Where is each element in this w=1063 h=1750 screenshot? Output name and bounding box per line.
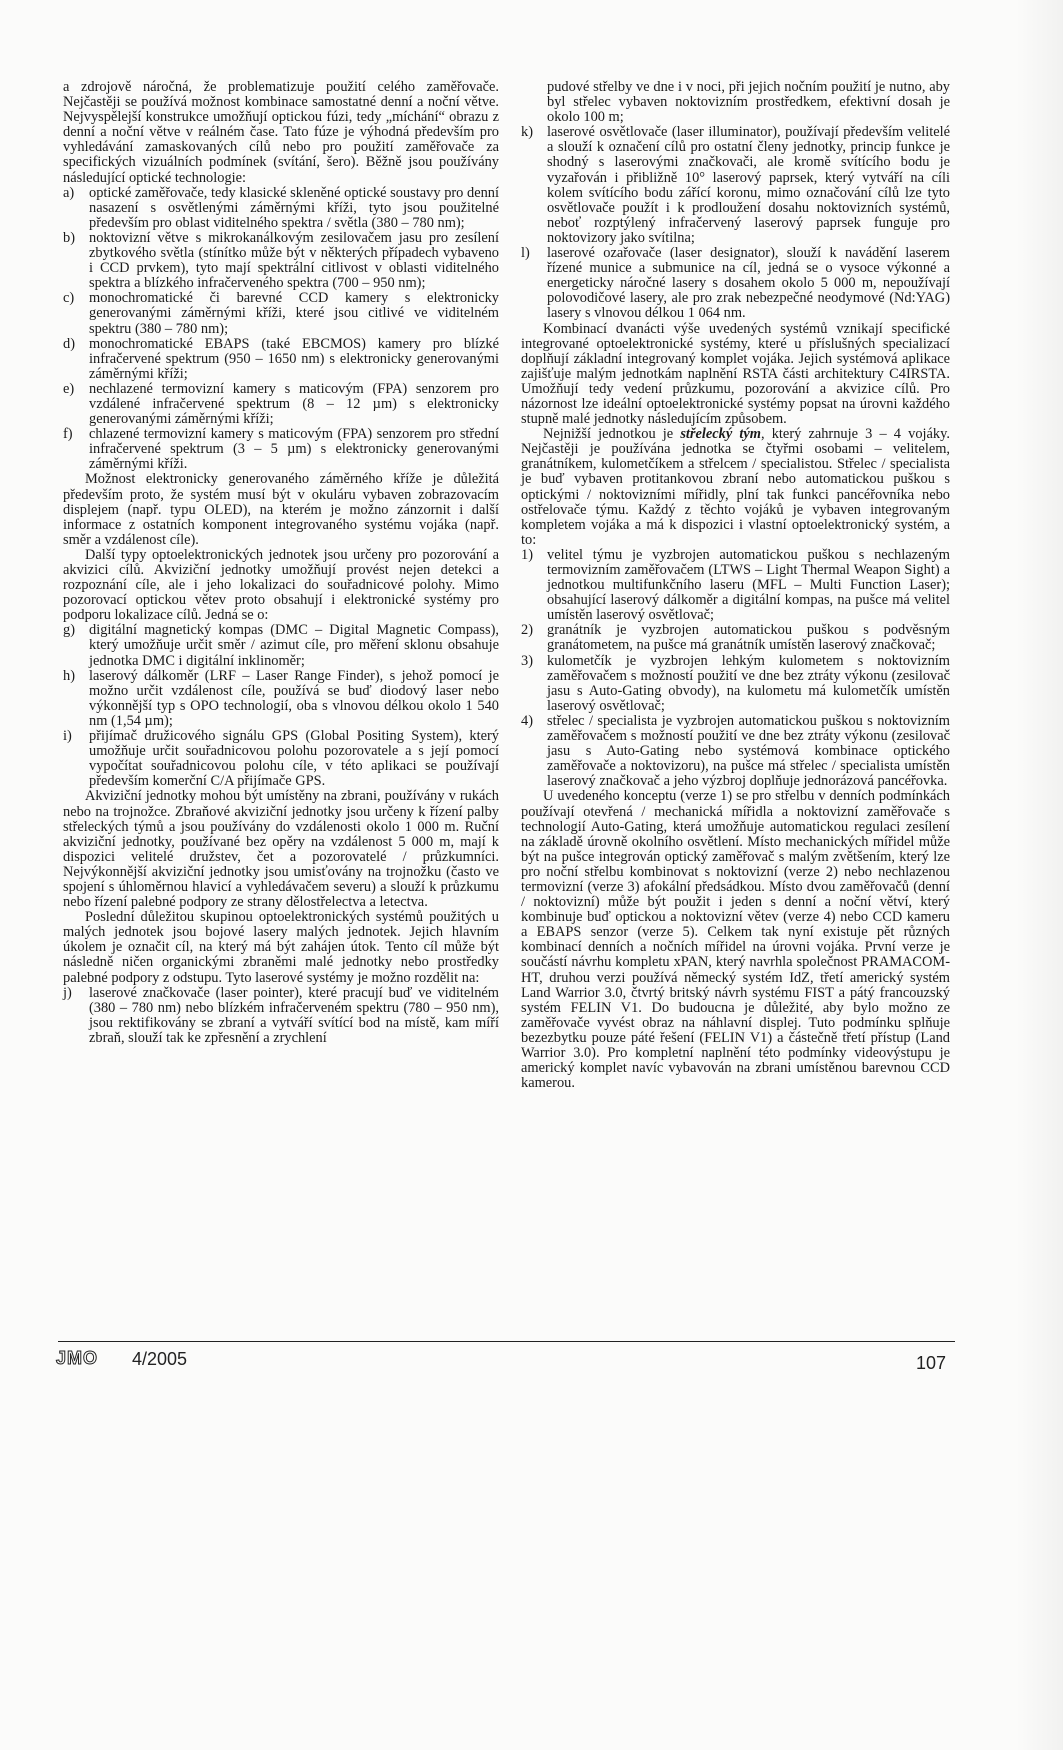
list-item bbox=[63, 986, 499, 1046]
list-item bbox=[521, 548, 950, 623]
list-item bbox=[63, 623, 499, 668]
paragraph-combat-lasers: Poslední důležitou skupinou optoelektronických systémů použitých u malých jednotek jsou bojové lasery malých jednotek. Jejich hlavním úkolem je označit cíl, na který má být zahájen útok. Tento cíl může být následně ničen organickými zbraněmi malé jednotky nebo prostředky palebné podpory z odstupu. Tyto laserové systémy je možno rozdělit na: bbox=[63, 909, 499, 986]
list-item bbox=[521, 623, 950, 653]
laser-systems-list bbox=[63, 986, 499, 1046]
list-item bbox=[63, 231, 499, 291]
list-marker: 3) bbox=[521, 652, 533, 669]
list-marker: e) bbox=[63, 380, 75, 397]
list-marker: 2) bbox=[521, 622, 533, 639]
list-item bbox=[521, 246, 950, 321]
paragraph-combination: Kombinací dvanácti výše uvedených systémů vznikají specifické integrované optoelektronické systémy, které u příslušných specializací doplňují základní integrovaný komplet vojáka. Jejich systémová aplikace zajišťuje malým jednotkám naplnění RSTA části architektury C4IRSTA. Umožňují tedy vedení průzkumu, pozorování a akvizice cílů. Pro názornost lze ideální optoelektronické systémy popsat na úrovni každého stupně malé jednotky následujícím způsobem. bbox=[521, 320, 950, 428]
optical-technologies-list bbox=[63, 186, 499, 473]
list-item bbox=[63, 729, 499, 789]
list-item bbox=[63, 291, 499, 336]
paragraph-mounting: Akviziční jednotky mohou být umístěny na zbrani, používány v rukách nebo na trojnožce. Zbraňové akviziční jednotky jsou určeny k řízení palby střeleckých týmů a jsou používány do vzdálenosti okolo 1 000 m. Ruční akviziční jednotky, používané bez opěry na vzdálenost 5 000 m, mají k dispozici velitelé družstev, čet a pozorovatelé / průzkumníci. Nejvýkonnější akviziční jednotky jsou umisťovány na trojnožku (často ve spojení s úhloměrnou hlavicí a vyhledávačem severu) a slouží k průzkumu nebo řízení palebné podpory ze strany dělostřelectva a letectva. bbox=[63, 788, 499, 911]
list-marker: k) bbox=[521, 124, 533, 141]
list-item-text: střelec / specialista je vyzbrojen automatickou puškou s noktovizním zaměřovačem s možností použití ve dne bez ztráty výkonu (zesilovač jasu s Auto-Gating nebo systémová kombinace optického zaměřovače a noktovizoru), na pušce má střelec / specialista umístěn laserový značkovač a jeho výzbroj doplňuje jednorázová pancéřovka. bbox=[547, 712, 950, 790]
list-marker: i) bbox=[63, 728, 72, 745]
list-item-text: laserové osvětlovače (laser illuminator), používají především velitelé a slouží k označení cílů pro ostatní členy jednotky, princip funkce je shodný s laserovými značkovači, ale kromě svítícího bodu je vyzařován i přibližně 10° laserový paprsek, který vytváří na cíli kolem svítícího bodu zářící koronu, mimo označování cílů lze tyto osvětlovače použít i k prodloužení dosahu noktovizních systémů, neboť rozptýlený infračervený laserový paprsek funguje pro noktovizory jako svítilna; bbox=[547, 124, 950, 246]
list-item bbox=[63, 382, 499, 427]
journal-logo: JMO bbox=[56, 1348, 99, 1368]
list-item bbox=[521, 714, 950, 789]
paragraph-intro: a zdrojově náročná, že problematizuje použití celého zaměřovače. Nejčastěji se používá možnost kombinace samostatné denní a noční větve. Nejvyspělejší konstrukce umožňují optickou fúzi, tedy „míchání“ obrazu z denní a noční větve v reálném čase. Tato fúze je výhodná především pro vyhledávání zamaskovaných cílů nebo pro použití zaměřovače za specifických vizuálních podmínek (svítání, šero). Běžně jsou používány následující optické technologie: bbox=[63, 79, 499, 186]
list-item-text: přijímač družicového signálu GPS (Global Positing System), který umožňuje určit souřadnicovou polohu pozorovatele a s její pomocí vypočítat souřadnicovou polohu cíle, v této aplikaci se používají především komerční C/A přijímače GPS. bbox=[89, 728, 499, 790]
page-number: 107 bbox=[915, 1353, 946, 1373]
list-marker: g) bbox=[63, 622, 75, 639]
list-item bbox=[63, 337, 499, 382]
laser-systems-list-continued bbox=[521, 125, 950, 321]
list-marker: c) bbox=[63, 290, 75, 307]
list-item-text: monochromatické EBAPS (také EBCMOS) kamery pro blízké infračervené spektrum (950 – 1650 nm) s elektronicky generovanými záměrnými kříži; bbox=[89, 335, 499, 382]
paragraph-continuation: pudové střelby ve dne i v noci, při jejich nočním použití je nutno, aby byl střelec vybaven noktovizním prostředkem, efektivní dosah je okolo 100 m; bbox=[547, 79, 950, 126]
list-item-text: laserové značkovače (laser pointer), které pracují buď ve viditelném (380 – 780 nm) nebo blízkém infračerveném spektru (780 – 950 nm), jsou rektifikovány se zbraní a vytváří svítící bod na místě, kam míří zbraň, slouží tak ke zpřesnění a zrychlení bbox=[89, 984, 499, 1046]
paragraph-fire-team bbox=[521, 427, 950, 548]
list-marker: a) bbox=[63, 184, 75, 201]
list-item-text: kulometčík je vyzbrojen lehkým kulometem s noktovizním zaměřovačem s možností použití ve dne bez ztráty výkonu (zesilovač jasu s Auto-Gating obvody), na kulometu má kulometčík umístěn laserový osvětlovač; bbox=[547, 652, 950, 714]
list-item-text: nechlazené termovizní kamery s maticovým (FPA) senzorem pro vzdálené infračervené spektrum (8 – 12 µm) s elektronicky generovanými záměrnými kříži; bbox=[89, 380, 499, 428]
fire-team-text-after: , který zahrnuje 3 – 4 vojáky. Nejčastěji je používána jednotka se čtyřmi osobami – velitelem, granátníkem, kulometčíkem a střelcem / specialistou. Střelec / specialista je buď vybaven protitankovou zbraní nebo automatickou puškou s optickými / noktovizními mířidly, plní tak funkci pancéřovníka nebo ostřelovače týmu. Každý z těchto vojáků je vybaven integrovaným kompletem vojáka a má k dispozici i vlastní optoelektronický systém, a to: bbox=[521, 426, 950, 548]
fire-team-members-list bbox=[521, 548, 950, 790]
list-item-text: laserový dálkoměr (LRF – Laser Range Finder), s jehož pomocí je možno určit vzdálenost cíle, používá se buď diodový laser nebo výkonnější typ s OPO technologií, oba s vlnovou délkou okolo 1 540 nm (1,54 µm); bbox=[89, 667, 499, 729]
paragraph-acquisition-units: Další typy optoelektronických jednotek jsou určeny pro pozorování a akvizici cílů. Akviziční jednotky umožňují provést nejen detekci a rozpoznání cíle, ale i jeho lokalizaci do souřadnicové polohy. Mimo pozorovací optickou větev proto obsahují i elektronické systémy pro podporu lokalizace cílů. Jedná se o: bbox=[63, 546, 499, 624]
list-marker: d) bbox=[63, 335, 75, 352]
list-marker: 1) bbox=[521, 546, 533, 563]
list-marker: f) bbox=[63, 426, 73, 443]
page-edge-shadow bbox=[1015, 0, 1063, 1750]
list-item-text: velitel týmu je vyzbrojen automatickou puškou s nechlazeným termovizním zaměřovačem (LTWS – Light Thermal Weapon Sight) a jednotkou multifunkčního laseru (MFL – Multi Function Laser); obsahující laserový dálkoměr a digitální kompas, na pušce má velitel umístěn laserový osvětlovač; bbox=[547, 546, 950, 624]
acquisition-systems-list bbox=[63, 623, 499, 789]
list-item-text: chlazené termovizní kamery s maticovým (FPA) senzorem pro střední infračervené spektrum (3 – 5 µm) s elektronicky generovanými záměrnými kříži. bbox=[89, 426, 499, 473]
list-item bbox=[63, 669, 499, 729]
list-marker: j) bbox=[63, 984, 72, 1001]
list-item-text: monochromatické či barevné CCD kamery s elektronicky generovanými záměrnými kříži, které jsou citlivé ve viditelném spektru (380 – 780 nm); bbox=[89, 290, 499, 337]
fire-team-text-before: Nejnižší jednotkou je bbox=[543, 426, 681, 443]
list-item-text: digitální magnetický kompas (DMC – Digital Magnetic Compass), který umožňuje určit směr / azimut cíle, pro měření sklonu obsahuje jednotka DMC i digitální inklinoměr; bbox=[89, 622, 499, 669]
list-item bbox=[63, 427, 499, 472]
left-column bbox=[63, 80, 499, 1046]
list-item bbox=[521, 125, 950, 246]
list-item-text: laserové ozařovače (laser designator), slouží k navádění laserem řízené munice a submunice na cíl, jedná se o vysoce výkonné a energeticky náročné lasery s dosahem okolo 5 000 m, nepoužívají polovodičové lasery, ale pro zrak nebezpečné neodymové (Nd:YAG) lasery s vlnovou délkou 1 064 nm. bbox=[547, 245, 950, 322]
footer-rule bbox=[58, 1341, 955, 1342]
right-column bbox=[521, 80, 950, 1091]
list-marker: b) bbox=[63, 229, 75, 246]
paragraph-concept: U uvedeného konceptu (verze 1) se pro střelbu v denních podmínkách používají otevřená / mechanická mířidla a noktovizní zaměřovače s technologií Auto-Gating, která umožňuje automatickou regulaci zesílení na základě úrovně okolního osvětlení. Místo mechanických mířidel může být na pušce integrován optický zaměřovač s malým zvětšením, který lze pro noční střelbu kombinovat s noktovizní (verze 2) nebo nechlazenou termovizní (verze 3) afokální předsádkou. Místo dvou zaměřovačů (denní / noktovizní) může být použit i jeden s denní a noční větví, který kombinuje buď optickou a noktovizní větev (verze 4) nebo CCD kameru a EBAPS senzor (verze 5). Celkem tak nyní existuje pět různých kombinací denních a nočních mířidel na úrovni vojáka. První verze je součástí návrhu kompletu xPAN, který navrhla společnost PRAMACOM-HT, druhou verzi používá německý systém IdZ, třetí americký systém Land Warrior 3.0, čtvrtý britský návrh systému FIST a pátý francouzský systém FELIN V1. Do budoucna je důležité, aby bylo možno ze zaměřovače vyvést obraz na náhlavní displej. Tuto podmínku splňuje bezezbytku pouze páté řešení (FELIN V1) a částečně třetí přístup (Land Warrior 3.0). Pro kompletní naplnění této podmínky videovýstupu je americký komplet navíc vybavován na zbrani umístěnou barevnou CCD kamerou. bbox=[521, 788, 950, 1092]
list-item bbox=[521, 654, 950, 714]
list-marker: l) bbox=[521, 245, 530, 262]
list-marker: h) bbox=[63, 667, 75, 684]
list-item-text: granátník je vyzbrojen automatickou puškou s podvěsným granátometem, na pušce má granátník umístěn laserový značkovač; bbox=[547, 622, 950, 654]
paragraph-crosshair: Možnost elektronicky generovaného záměrného kříže je důležitá především proto, že systém musí být v okuláru vybaven zobrazovacím displejem (např. typu OLED), na kterém je možno zánzornit i další informace z ostatních komponent integrovaného systému vojáka (např. směr a vzdálenost cíle). bbox=[63, 471, 499, 548]
issue-number: 4/2005 bbox=[132, 1349, 188, 1369]
fire-team-term: střelecký tým bbox=[680, 426, 761, 443]
list-item-text: noktovizní větve s mikrokanálkovým zesilovačem jasu pro zesílení zbytkového světla (stínítko může být v některých případech vybaveno i CCD prvkem), tyto mají spektrální citlivost v oblasti viditelného spektra a blízkého infračerveného spektra (700 – 950 nm); bbox=[89, 229, 499, 292]
list-item-text: optické zaměřovače, tedy klasické skleněné optické soustavy pro denní nasazení s osvětlenými záměrnými kříži, tyto jsou použitelné především pro oblast viditelného spektra / světla (380 – 780 nm); bbox=[89, 184, 499, 231]
list-marker: 4) bbox=[521, 712, 533, 729]
list-item bbox=[63, 186, 499, 231]
